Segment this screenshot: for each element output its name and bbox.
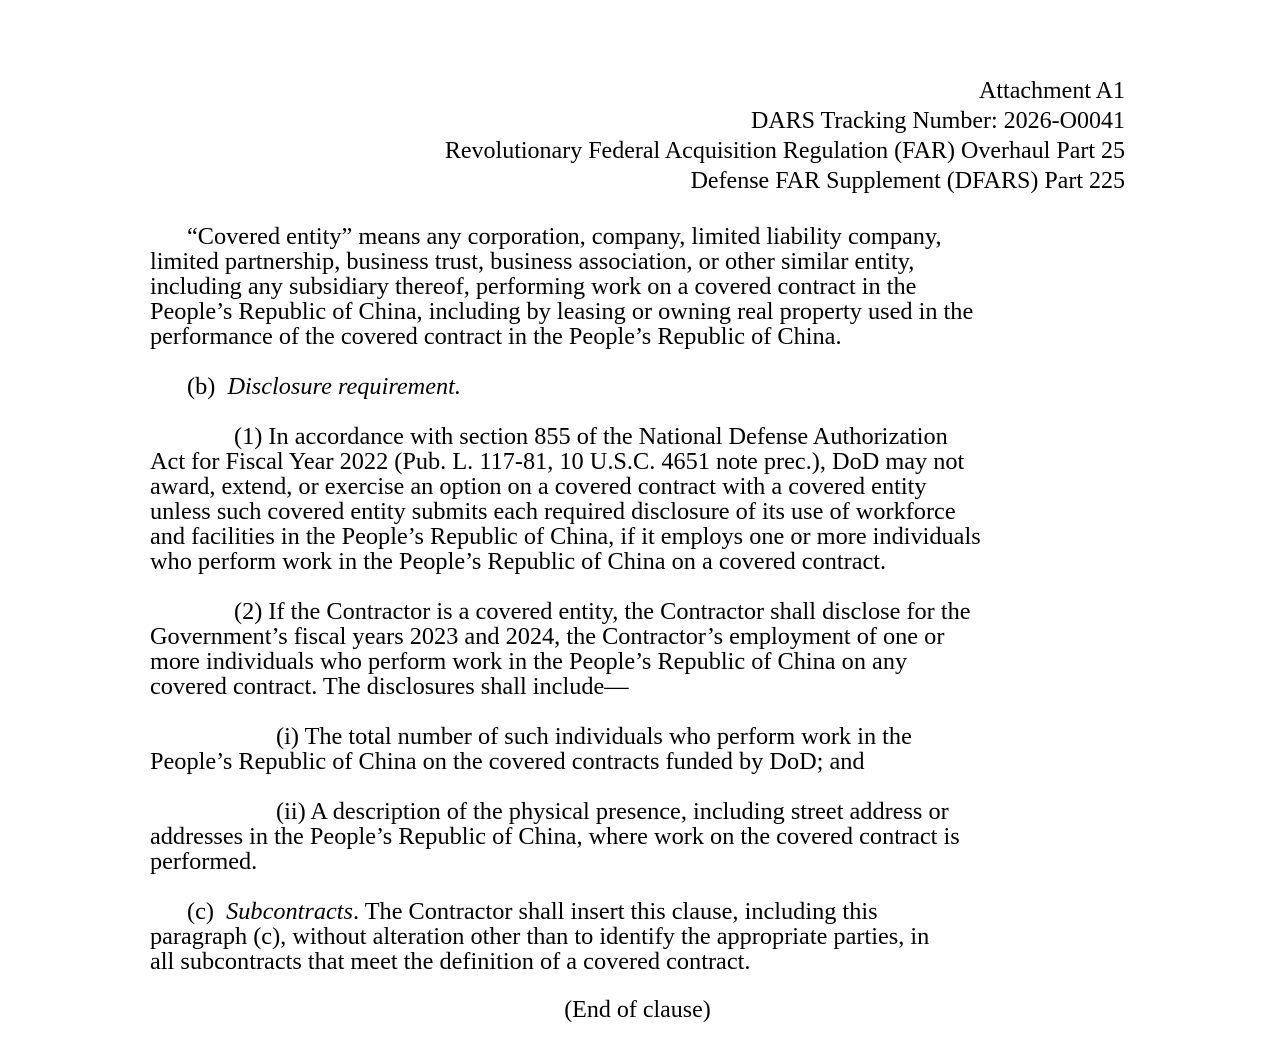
paragraph-line: Act for Fiscal Year 2022 (Pub. L. 117-81, 10 U.S.C. 4651 note prec.), DoD may not [150,448,965,475]
paragraph-b2-ii [150,799,1140,874]
paragraph-c [150,899,1140,974]
paragraph-line: “Covered entity” means any corporation, company, limited liability company, [187,223,942,250]
paragraph-line: (i) The total number of such individuals who perform work in the [276,723,912,750]
tracking-number: DARS Tracking Number: 2026-O0041 [750,108,1125,134]
paragraph-line: award, extend, or exercise an option on a covered contract with a covered entity [150,473,927,500]
paragraph-b-label: (b) [187,373,216,400]
paragraph-line: performed. [150,848,258,875]
paragraph-line: . The Contractor shall insert this clause, including this [353,898,878,925]
paragraph-line: who perform work in the People’s Republic of China on a covered contract. [150,548,887,575]
paragraph-line: and facilities in the People’s Republic of China, if it employs one or more individuals [150,523,981,550]
paragraph-b2 [150,599,1140,699]
far-part-title: Revolutionary Federal Acquisition Regulation (FAR) Overhaul Part 25 [444,138,1125,164]
paragraph-line: including any subsidiary thereof, performing work on a covered contract in the [150,273,917,300]
attachment-label: Attachment A1 [979,78,1125,104]
dfars-part-title: Defense FAR Supplement (DFARS) Part 225 [690,168,1125,194]
end-of-clause: (End of clause) [564,997,711,1023]
paragraph-line: covered contract. The disclosures shall include— [150,673,629,700]
paragraph-c-label: (c) [187,898,214,925]
paragraph-line: all subcontracts that meet the definition of a covered contract. [150,948,751,975]
paragraph-line: limited partnership, business trust, business association, or other similar entity, [150,248,915,275]
paragraph-b2-i [150,724,1140,774]
document-header [445,76,1125,196]
paragraph-line: addresses in the People’s Republic of China, where work on the covered contract is [150,823,960,850]
paragraph-line: paragraph (c), without alteration other than to identify the appropriate parties, in [150,923,930,950]
paragraph-line: Government’s fiscal years 2023 and 2024, the Contractor’s employment of one or [150,623,945,650]
paragraph-b1 [150,424,1140,574]
paragraph-line: (2) If the Contractor is a covered entity, the Contractor shall disclose for the [234,598,971,625]
covered-entity-definition [150,224,1140,349]
paragraph-line: more individuals who perform work in the People’s Republic of China on any [150,648,908,675]
paragraph-line: People’s Republic of China, including by leasing or owning real property used in the [150,298,974,325]
paragraph-c-title: Subcontracts [226,898,353,925]
paragraph-line: People’s Republic of China on the covered contracts funded by DoD; and [150,748,865,775]
paragraph-line: (1) In accordance with section 855 of the National Defense Authorization [234,423,948,450]
paragraph-b-heading [150,374,1140,399]
paragraph-line: (ii) A description of the physical presence, including street address or [276,798,949,825]
paragraph-b-title: Disclosure requirement. [227,373,461,400]
paragraph-line: performance of the covered contract in the People’s Republic of China. [150,323,842,350]
paragraph-line: unless such covered entity submits each required disclosure of its use of workforce [150,498,956,525]
